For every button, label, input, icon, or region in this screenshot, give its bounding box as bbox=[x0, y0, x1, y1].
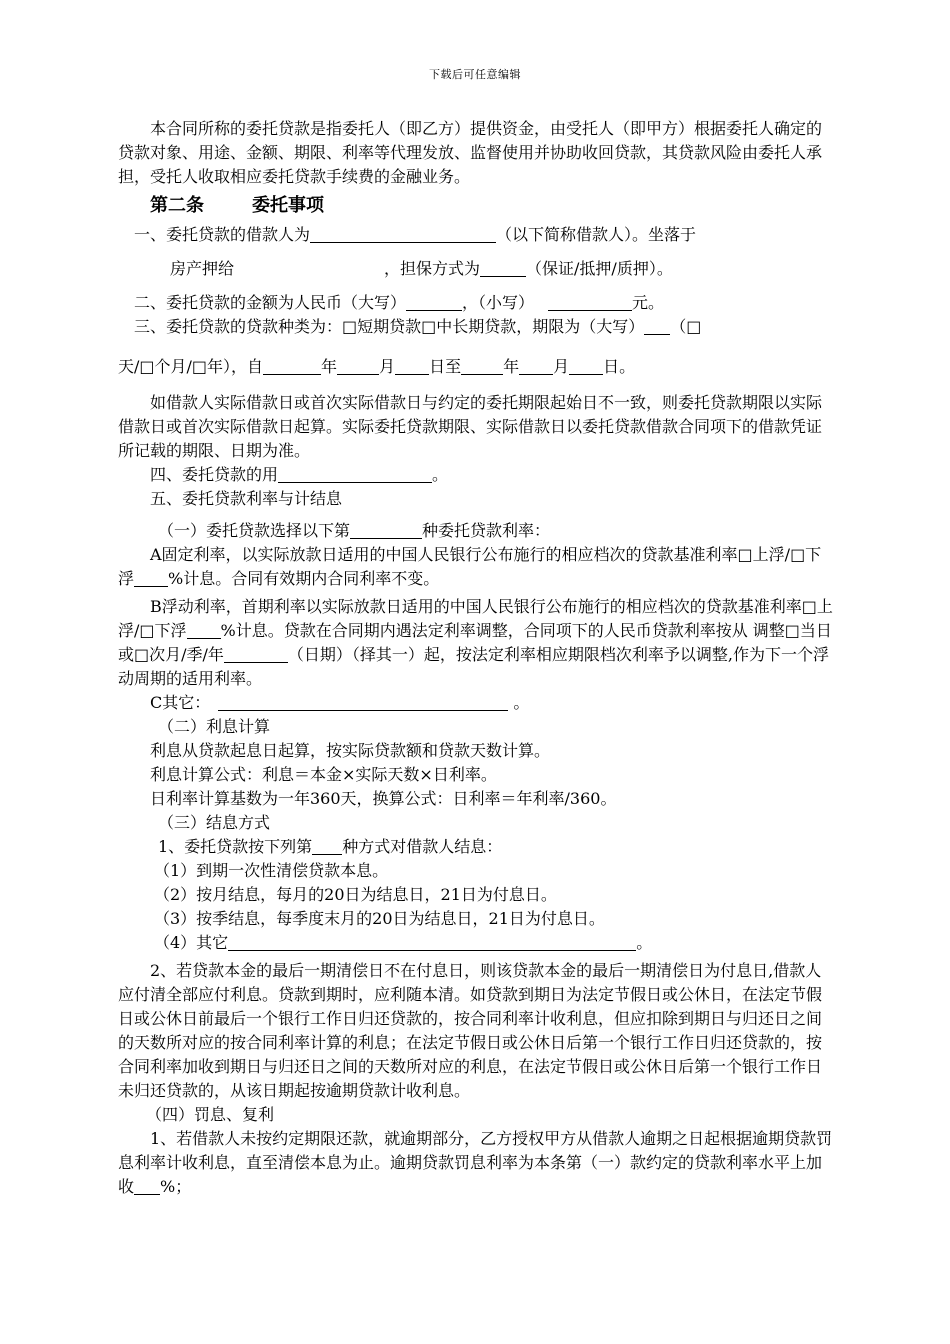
interest-calc-3: 日利率计算基数为一年360天，换算公式：日利率＝年利率/360。 bbox=[150, 789, 617, 808]
term-field[interactable] bbox=[644, 316, 670, 335]
floating-rate-text: B浮动利率，首期利率以实际放款日适用的中国人民银行公布施行的相应档次的贷款基准利率□上浮/□下浮 bbox=[118, 597, 833, 640]
rate-choice-line bbox=[118, 519, 836, 543]
borrower-line bbox=[118, 223, 836, 247]
year-label: 年 bbox=[321, 357, 338, 376]
year-label: 年 bbox=[503, 357, 520, 376]
interest-calc-heading: （二）利息计算 bbox=[158, 717, 271, 736]
guarantee-field[interactable] bbox=[480, 258, 526, 277]
term-note-paragraph: 如借款人实际借款日或首次实际借款日与约定的委托期限起始日不一致，则委托贷款期限以实际借款日或首次实际借款日起算。实际委托贷款期限、实际借款日以委托贷款借款合同项下的借款凭证所记载的期限、日期为准。 bbox=[118, 393, 823, 460]
loan-type-line bbox=[118, 315, 836, 339]
end-month-field[interactable] bbox=[519, 356, 553, 375]
settlement-option-3: （3）按季结息，每季度末月的20日为结息日，21日为付息日。 bbox=[154, 909, 605, 928]
day-label: 日。 bbox=[603, 357, 636, 376]
settlement-choice-field[interactable] bbox=[312, 836, 342, 855]
settlement-heading: （三）结息方式 bbox=[158, 813, 271, 832]
currency-unit: 元。 bbox=[632, 293, 665, 312]
start-day-field[interactable] bbox=[395, 356, 429, 375]
settlement-choice-line bbox=[118, 835, 836, 859]
floating-rate-percent-field[interactable] bbox=[187, 620, 221, 639]
fixed-rate-text-end: %计息。合同有效期内合同利率不变。 bbox=[168, 569, 440, 588]
interest-heading: 五、委托贷款利率与计结息 bbox=[150, 489, 343, 508]
penalty-text: 1、若借款人未按约定期限还款，就逾期部分，乙方授权甲方从借款人逾期之日起根据逾期贷款罚息利率计收利息，直至清偿本息为止。逾期贷款罚息利率为本条第（一）款约定的贷款利率水平上加收 bbox=[118, 1129, 833, 1196]
period: 。 bbox=[432, 465, 449, 484]
collateral-line bbox=[118, 257, 836, 281]
other-rate-field[interactable] bbox=[218, 692, 508, 711]
settlement-option-1: （1）到期一次性清偿贷款本息。 bbox=[154, 861, 389, 880]
article-heading bbox=[150, 191, 836, 221]
fixed-rate-text: A固定利率，以实际放款日适用的中国人民银行公布施行的相应档次的贷款基准利率□上浮/□下浮 bbox=[118, 545, 822, 588]
amount-label: 二、委托贷款的金额为人民币（大写） bbox=[134, 293, 407, 312]
guarantee-label: ，担保方式为 bbox=[384, 259, 481, 278]
other-rate-label: C其它： bbox=[150, 693, 211, 712]
settlement-option-4 bbox=[118, 931, 836, 955]
penalty-text-end: %； bbox=[160, 1177, 192, 1196]
borrower-suffix: （以下简称借款人）。坐落于 bbox=[496, 225, 697, 244]
final-payment-paragraph: 2、若贷款本金的最后一期清偿日不在付息日，则该贷款本金的最后一期清偿日为付息日,借款人应付清全部应付利息。贷款到期时，应利随本清。如贷款到期日为法定节假日或公休日，在法定节假日或公休日前最后一个银行工作日归还贷款的，按合同利率计收利息，但应扣除到期日与归还日之间的天数所对应的按合同利率计算的利息；在法定节假日或公休日后第一个银行工作日归还贷款的，按合同利率加收到期日与归还日之间的天数所对应的利息，在法定节假日或公休日后第一个银行工作日未归还贷款的，从该日期起按逾期贷款计收利息。 bbox=[118, 961, 823, 1100]
amount-small-label: ，（小写） bbox=[462, 293, 535, 312]
other-rate-line bbox=[118, 691, 836, 715]
term-unit-open: （□ bbox=[670, 317, 702, 336]
guarantee-options: （保证/抵押/质押）。 bbox=[526, 259, 673, 278]
day-to-label: 日至 bbox=[429, 357, 462, 376]
amount-words-field[interactable] bbox=[406, 292, 462, 311]
end-day-field[interactable] bbox=[569, 356, 603, 375]
period: 。 bbox=[508, 693, 530, 712]
settlement-other-field[interactable] bbox=[228, 932, 636, 951]
loan-type-label: 三、委托贷款的贷款种类为：□短期贷款□中长期贷款，期限为（大写） bbox=[134, 317, 645, 336]
rate-choice-suffix: 种委托贷款利率： bbox=[422, 521, 551, 540]
interest-calc-1: 利息从贷款起息日起算，按实际贷款额和贷款天数计算。 bbox=[150, 741, 551, 760]
period: 。 bbox=[636, 933, 653, 952]
term-dates-line bbox=[118, 355, 836, 379]
settlement-choice-label: 1、委托贷款按下列第 bbox=[158, 837, 313, 856]
collateral-label: 房产押给 bbox=[170, 259, 235, 278]
amount-line bbox=[118, 291, 836, 315]
amount-figures-field[interactable] bbox=[548, 292, 632, 311]
article-number: 第二条 bbox=[150, 195, 204, 216]
term-dates-label: 天/□个月/□年），自 bbox=[118, 357, 264, 376]
page-header: 下载后可任意编辑 bbox=[429, 68, 521, 81]
borrower-label: 一、委托贷款的借款人为 bbox=[134, 225, 311, 244]
interest-calc-2: 利息计算公式：利息＝本金×实际天数×日利率。 bbox=[150, 765, 497, 784]
settlement-choice-suffix: 种方式对借款人结息： bbox=[342, 837, 503, 856]
intro-paragraph: 本合同所称的委托贷款是指委托人（即乙方）提供资金，由受托人（即甲方）根据委托人确定的贷款对象、用途、金额、期限、利率等代理发放、监督使用并协助收回贷款，其贷款风险由委托人承担，受托人收取相应委托贷款手续费的金融业务。 bbox=[118, 119, 823, 186]
settlement-option-2: （2）按月结息，每月的20日为结息日，21日为付息日。 bbox=[154, 885, 557, 904]
end-year-field[interactable] bbox=[461, 356, 503, 375]
document-body bbox=[118, 117, 836, 1199]
rate-choice-label: （一）委托贷款选择以下第 bbox=[158, 521, 351, 540]
floating-rate-text-mid: %计息。贷款在合同期内遇法定利率调整，合同项下的人民币贷款利率按从 调整□当日或□次月/季/年 bbox=[118, 621, 832, 664]
settlement-other-label: （4）其它 bbox=[154, 933, 229, 952]
penalty-percent-field[interactable] bbox=[134, 1176, 160, 1195]
penalty-heading: （四）罚息、复利 bbox=[146, 1105, 275, 1124]
fixed-rate-paragraph bbox=[118, 543, 836, 591]
floating-rate-text-end: （日期）（择其一）起，按法定利率相应期限档次利率予以调整,作为下一个浮动周期的适用利率。 bbox=[118, 645, 829, 688]
fixed-rate-percent-field[interactable] bbox=[134, 568, 168, 587]
purpose-line bbox=[118, 463, 836, 487]
rate-choice-field[interactable] bbox=[350, 520, 422, 539]
floating-rate-paragraph bbox=[118, 595, 836, 691]
purpose-field[interactable] bbox=[278, 464, 432, 483]
start-year-field[interactable] bbox=[263, 356, 321, 375]
start-month-field[interactable] bbox=[337, 356, 379, 375]
penalty-paragraph bbox=[118, 1127, 836, 1199]
purpose-label: 四、委托贷款的用 bbox=[150, 465, 279, 484]
borrower-field[interactable] bbox=[310, 224, 496, 243]
month-label: 月 bbox=[553, 357, 570, 376]
month-label: 月 bbox=[379, 357, 396, 376]
adjustment-date-field[interactable] bbox=[224, 644, 288, 663]
article-title: 委托事项 bbox=[252, 195, 324, 216]
